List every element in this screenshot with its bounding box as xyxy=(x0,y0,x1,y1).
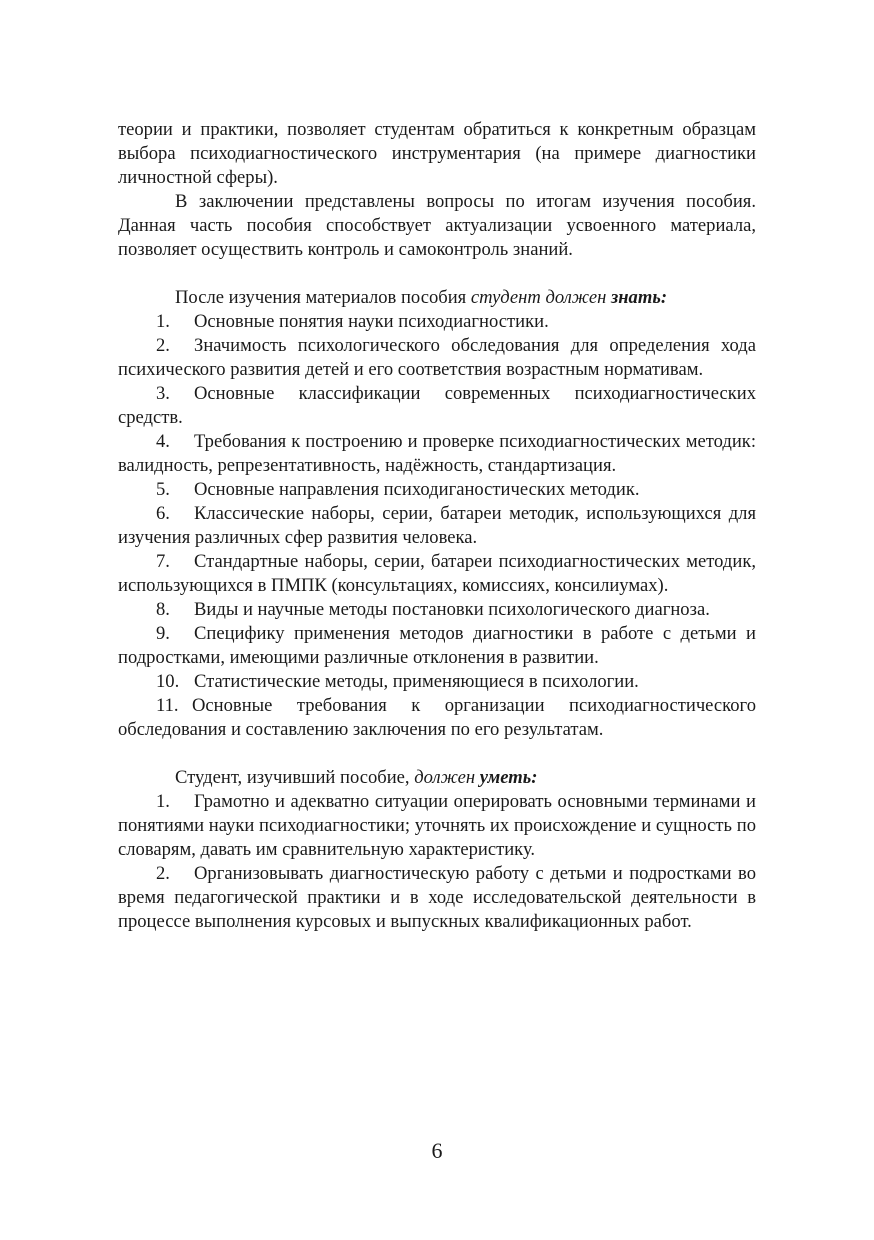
list-item-number: 1. xyxy=(156,791,170,812)
know-heading xyxy=(118,286,756,310)
list-item-number: 6. xyxy=(156,503,170,524)
list-item xyxy=(118,862,756,934)
list-item-number: 3. xyxy=(156,383,170,404)
list-item-text: Основные классификации современных психодиагностических средств. xyxy=(118,383,756,428)
list-item-number: 11. xyxy=(156,695,179,716)
list-item-number: 2. xyxy=(156,863,170,884)
able-heading xyxy=(118,766,756,790)
able-heading-bold-italic: уметь: xyxy=(479,767,538,788)
list-item-text: Стандартные наборы, серии, батареи психодиагностических методик, использующихся в ПМПК (консультациях, комиссиях, консилиумах). xyxy=(118,551,756,596)
list-item-text: Основные направления психодиганостических методик. xyxy=(194,479,640,500)
list-item xyxy=(118,598,756,622)
list-item-text: Значимость психологического обследования для определения хода психического развития детей и его соответствия возрастным нормативам. xyxy=(118,335,756,380)
list-item-number: 9. xyxy=(156,623,170,644)
list-item xyxy=(118,622,756,670)
spacer xyxy=(118,742,756,766)
document-page xyxy=(118,118,756,934)
list-item-number: 1. xyxy=(156,311,170,332)
list-item-text: Организовывать диагностическую работу с детьми и подростками во время педагогической практики и в ходе исследовательской деятельности в процессе выполнения курсовых и выпускных квалификационных работ. xyxy=(118,863,756,932)
know-list xyxy=(118,310,756,742)
list-item-text: Статистические методы, применяющиеся в психологии. xyxy=(194,671,639,692)
list-item-text: Основные требования к организации психодиагностического обследования и составлению заключения по его результатам. xyxy=(118,695,756,740)
list-item-text: Специфику применения методов диагностики в работе с детьми и подростками, имеющими различные отклонения в развитии. xyxy=(118,623,756,668)
list-item-number: 8. xyxy=(156,599,170,620)
able-heading-text: Студент, изучивший пособие, xyxy=(175,767,415,788)
intro-paragraph-continued: теории и практики, позволяет студентам обратиться к конкретным образцам выбора психодиагностического инструментария (на примере диагностики личностной сферы). xyxy=(118,119,756,188)
page-number: 6 xyxy=(431,1138,443,1163)
list-item xyxy=(118,670,756,694)
list-item xyxy=(118,334,756,382)
list-item-number: 7. xyxy=(156,551,170,572)
list-item-text: Грамотно и адекватно ситуации оперировать основными терминами и понятиями науки психодиагностики; уточнять их происхождение и сущность по словарям, давать им сравнительную характеристику. xyxy=(118,791,756,860)
spacer xyxy=(118,262,756,286)
list-item xyxy=(118,382,756,430)
know-heading-text: После изучения материалов пособия xyxy=(175,287,471,308)
list-item-number: 4. xyxy=(156,431,170,452)
list-item-number: 2. xyxy=(156,335,170,356)
list-item-text: Виды и научные методы постановки психологического диагноза. xyxy=(194,599,710,620)
list-item-text: Основные понятия науки психодиагностики. xyxy=(194,311,549,332)
intro-paragraph-conclusion: В заключении представлены вопросы по итогам изучения пособия. Данная часть пособия способствует актуализации усвоенного материала, позволяет осуществить контроль и самоконтроль знаний. xyxy=(118,191,756,260)
able-list xyxy=(118,790,756,934)
list-item xyxy=(118,550,756,598)
list-item xyxy=(118,310,756,334)
list-item-text: Требования к построению и проверке психодиагностических методик: валидность, репрезентативность, надёжность, стандартизация. xyxy=(118,431,756,476)
list-item-text: Классические наборы, серии, батареи методик, использующихся для изучения различных сфер развития человека. xyxy=(118,503,756,548)
list-item xyxy=(118,790,756,862)
list-item-number: 10. xyxy=(156,671,180,692)
list-item xyxy=(118,478,756,502)
know-heading-italic: студент должен xyxy=(470,287,611,308)
list-item xyxy=(118,694,756,742)
list-item-number: 5. xyxy=(156,479,170,500)
list-item xyxy=(118,430,756,478)
able-heading-italic: должен xyxy=(414,767,480,788)
list-item xyxy=(118,502,756,550)
know-heading-bold-italic: знать: xyxy=(610,287,668,308)
